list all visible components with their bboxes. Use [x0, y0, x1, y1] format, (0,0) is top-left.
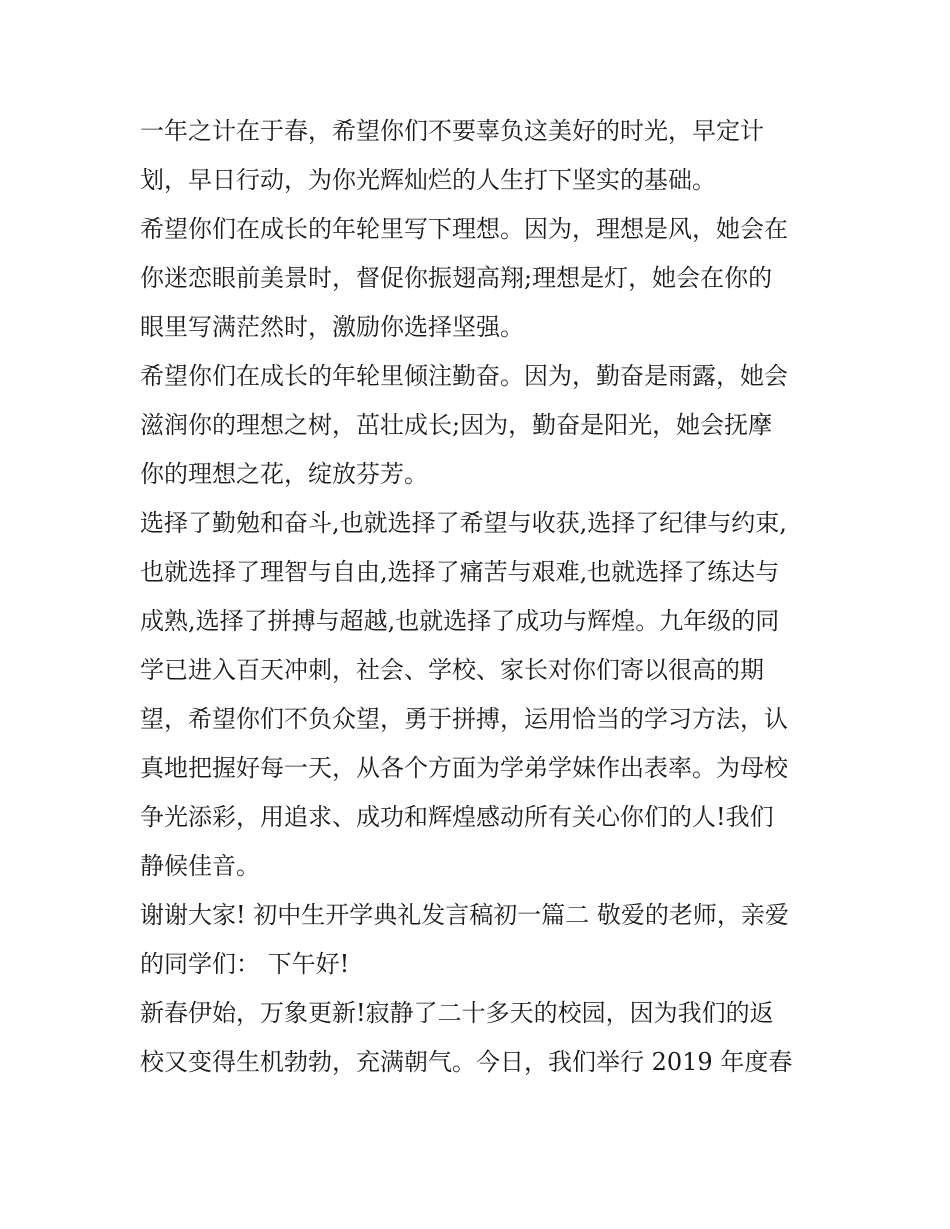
paragraph-ideals	[140, 205, 820, 352]
text-line: 你的理想之花，绽放芬芳。	[140, 460, 428, 488]
paragraph-thanks-greeting	[140, 891, 820, 989]
text-line: 的同学们： 下午好!	[140, 950, 350, 978]
text-line: 谢谢大家! 初中生开学典礼发言稿初一篇二 敬爱的老师，亲爱	[140, 901, 789, 929]
text-line: 眼里写满茫然时，激励你选择坚强。	[140, 313, 524, 341]
text-line: 希望你们在成长的年轮里写下理想。因为，理想是风，她会在	[140, 215, 788, 243]
text-line: 真地把握好每一天，从各个方面为学弟学妹作出表率。为母校	[140, 754, 788, 782]
text-line: 成熟,选择了拼搏与超越,也就选择了成功与辉煌。九年级的同	[140, 607, 780, 635]
paragraph-spring-plan	[140, 107, 820, 205]
text-line: 一年之计在于春，希望你们不要辜负这美好的时光，早定计	[140, 117, 764, 145]
document-body	[140, 107, 820, 1087]
text-line: 静候佳音。	[140, 852, 260, 880]
text-line: 学已进入百天冲刺，社会、学校、家长对你们寄以很高的期	[140, 656, 764, 684]
paragraph-diligence	[140, 352, 820, 499]
text-line: 也就选择了理智与自由,选择了痛苦与艰难,也就选择了练达与	[140, 558, 780, 586]
text-line: 划，早日行动，为你光辉灿烂的人生打下坚实的基础。	[140, 166, 716, 194]
text-line: 你迷恋眼前美景时，督促你振翅高翔;理想是灯，她会在你的	[140, 264, 773, 292]
text-line: 校又变得生机勃勃，充满朝气。今日，我们举行 2019 年度春	[140, 1048, 793, 1076]
text-line: 望，希望你们不负众望，勇于拼搏，运用恰当的学习方法，认	[140, 705, 788, 733]
paragraph-choices	[140, 499, 820, 891]
text-line: 选择了勤勉和奋斗,也就选择了希望与收获,选择了纪律与约束,	[140, 509, 787, 537]
text-line: 希望你们在成长的年轮里倾注勤奋。因为，勤奋是雨露，她会	[140, 362, 788, 390]
text-line: 滋润你的理想之树，茁壮成长;因为，勤奋是阳光，她会抚摩	[140, 411, 773, 439]
text-line: 争光添彩，用追求、成功和辉煌感动所有关心你们的人!我们	[140, 803, 774, 831]
text-line: 新春伊始，万象更新!寂静了二十多天的校园，因为我们的返	[140, 999, 774, 1027]
paragraph-new-spring	[140, 989, 820, 1087]
